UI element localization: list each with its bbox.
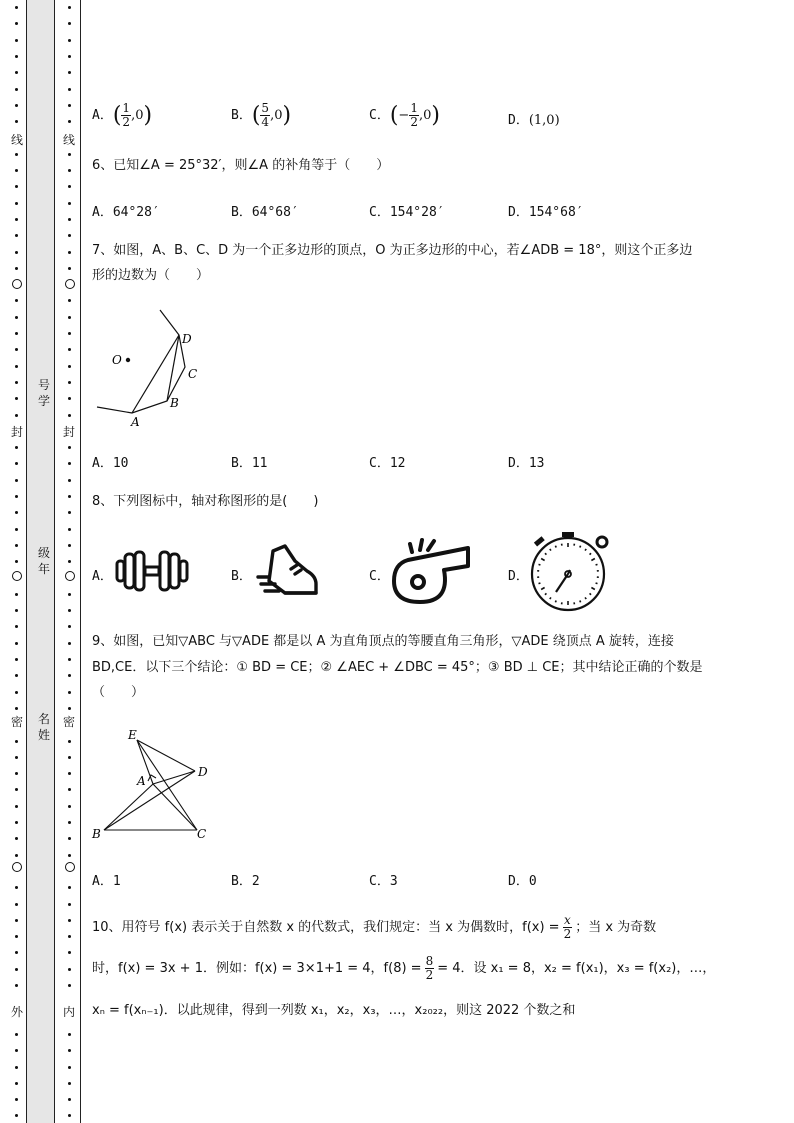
binding-dot [15, 218, 18, 221]
q6-stem: 6、已知∠A = 25°32′，则∠A 的补角等于（ ） [92, 158, 390, 173]
q7-option-a: A．10 [92, 456, 129, 471]
q5-option-b: B．( $\frac{5}{4}$ ,0) [231, 101, 292, 129]
binding-dot [68, 674, 71, 677]
binding-dot [15, 414, 18, 417]
binding-hole-ring [12, 279, 22, 289]
binding-dot [68, 495, 71, 498]
q9-option-c: C．3 [369, 874, 398, 889]
binding-dot [68, 55, 71, 58]
q7-label-c: C [188, 367, 198, 381]
binding-dot [68, 234, 71, 237]
q8-option-d-label: D． [508, 569, 529, 584]
outer-mark-wai: 外 [10, 1005, 23, 1019]
binding-dot [68, 316, 71, 319]
binding-dot [68, 968, 71, 971]
binding-dot [15, 71, 18, 74]
binding-dot [68, 6, 71, 9]
whistle-icon [390, 536, 472, 608]
binding-dot [15, 756, 18, 759]
binding-dot [68, 821, 71, 824]
stopwatch-tick [541, 559, 544, 561]
binding-dot [15, 919, 18, 922]
binding-dot [15, 332, 18, 335]
binding-dot [68, 169, 71, 172]
q6-option-a: A．64°28′ [92, 205, 160, 220]
stopwatch-tick [539, 564, 541, 565]
binding-dot [68, 414, 71, 417]
binding-dot [15, 381, 18, 384]
q6-option-c: C．154°28′ [369, 205, 445, 220]
binding-dot [15, 6, 18, 9]
binding-dot [15, 1049, 18, 1052]
stopwatch-tick [580, 546, 581, 548]
stopwatch-tick [590, 593, 591, 594]
binding-dot [68, 397, 71, 400]
q7-option-d: D．13 [508, 456, 545, 471]
binding-dot [15, 1033, 18, 1036]
binding-dot [68, 903, 71, 906]
binding-dot [68, 153, 71, 156]
binding-dot [15, 707, 18, 710]
q9-stem-line3: （ ） [92, 685, 145, 700]
binding-dot [15, 511, 18, 514]
stopwatch-tick [545, 593, 546, 594]
binding-dot [68, 1033, 71, 1036]
binding-hole-ring [12, 571, 22, 581]
binding-dot [68, 1066, 71, 1069]
binding-dot [68, 22, 71, 25]
binding-dot [15, 674, 18, 677]
binding-dot [15, 1066, 18, 1069]
binding-dot [15, 185, 18, 188]
binding-dot [15, 886, 18, 889]
q6-option-d: D．154°68′ [508, 205, 584, 220]
binding-dot [15, 1114, 18, 1117]
binding-dot [15, 609, 18, 612]
binding-dot [15, 39, 18, 42]
stopwatch-tick [596, 564, 598, 565]
binding-dot [15, 365, 18, 368]
binding-dot [15, 935, 18, 938]
q9-stem-line1: 9、如图，已知▽ABC 与▽ADE 都是以 A 为直角顶点的等腰直角三角形，▽ADE 绕顶点 A 旋转，连接 [92, 634, 674, 649]
binding-dot [68, 299, 71, 302]
binding-dot [68, 593, 71, 596]
binding-dot [68, 528, 71, 531]
binding-dot [15, 903, 18, 906]
binding-dot [15, 120, 18, 123]
binding-hole-ring [65, 279, 75, 289]
binding-dot [15, 837, 18, 840]
inner-mark-nei: 内 [62, 1005, 75, 1019]
binding-dot [15, 642, 18, 645]
binding-dot [15, 968, 18, 971]
binding-dot [15, 740, 18, 743]
binding-dot [68, 984, 71, 987]
stopwatch-tick [545, 553, 546, 554]
binding-dot [15, 446, 18, 449]
q9-triangle-figure [90, 726, 220, 848]
outer-mark-xian: 线 [10, 133, 23, 147]
binding-dot [68, 1082, 71, 1085]
stopwatch-tick [550, 597, 551, 599]
dumbbell-icon [114, 548, 190, 594]
binding-dot [15, 316, 18, 319]
binding-dot [68, 348, 71, 351]
stopwatch-icon [528, 530, 612, 614]
q9-label-b: B [92, 827, 101, 841]
binding-dot [68, 886, 71, 889]
q7-option-b: B．11 [231, 456, 268, 471]
stopwatch-tick [590, 553, 591, 554]
q9-option-b: B．2 [231, 874, 260, 889]
binding-dot [68, 951, 71, 954]
binding-dot [68, 332, 71, 335]
binding-dot [68, 267, 71, 270]
binding-dot [68, 691, 71, 694]
stopwatch-tick [591, 559, 594, 561]
stopwatch-tick [555, 546, 556, 548]
binding-dot [15, 593, 18, 596]
q7-stem-line2: 形的边数为（ ） [92, 268, 210, 283]
field-grade: 级年 [37, 546, 50, 576]
outer-mark-mi: 密 [10, 715, 23, 729]
binding-dot [15, 544, 18, 547]
binding-dot [68, 756, 71, 759]
binding-dot [68, 1114, 71, 1117]
q9-label-a: A [137, 774, 146, 788]
binding-dot [68, 625, 71, 628]
q10-line2: 时，f(x) = 3x + 1．例如：f(x) = 3×1+1 = 4，f(8) = $\frac{8}{2}$ = 4．设 x₁ = 8，x₂ = f(x₁)，x₃ = f(x₂)，…， [92, 954, 716, 982]
q7-label-a: A [131, 415, 140, 429]
binding-dot [68, 1098, 71, 1101]
binding-dot [15, 55, 18, 58]
binding-dot [15, 658, 18, 661]
q9-label-e: E [128, 728, 137, 742]
binding-dot [68, 837, 71, 840]
stopwatch-tick [539, 583, 541, 584]
q8-option-c-label: C． [369, 569, 390, 584]
binding-dot [68, 935, 71, 938]
binding-dot [68, 381, 71, 384]
binding-dot [68, 104, 71, 107]
binding-dot [68, 740, 71, 743]
inner-mark-mi: 密 [62, 715, 75, 729]
binding-dot [15, 821, 18, 824]
q7-center-point [126, 358, 130, 362]
binding-dot [15, 251, 18, 254]
binding-hole-ring [65, 862, 75, 872]
binding-dot [68, 479, 71, 482]
stopwatch-tick [580, 600, 581, 602]
binding-dot [68, 365, 71, 368]
stopwatch-tick [596, 583, 598, 584]
q5-option-d: D．(1,0) [508, 113, 560, 128]
binding-dot [68, 251, 71, 254]
binding-dot [15, 788, 18, 791]
binding-dot [15, 462, 18, 465]
binding-dot [68, 202, 71, 205]
q5-option-a: A．( $\frac{1}{2}$ ,0) [92, 101, 153, 129]
binding-dot [15, 1082, 18, 1085]
binding-dot [68, 854, 71, 857]
outer-mark-feng: 封 [10, 425, 23, 439]
binding-dot [68, 642, 71, 645]
q8-stem: 8、下列图标中，轴对称图形的是( ) [92, 494, 319, 509]
q8-option-a-label: A． [92, 569, 113, 584]
q9-label-d: D [198, 765, 208, 779]
stopwatch-tick [585, 597, 586, 599]
binding-dot [15, 984, 18, 987]
stopwatch-tick [550, 549, 551, 551]
q9-label-c: C [197, 827, 207, 841]
binding-dot [15, 169, 18, 172]
binding-dot [68, 1049, 71, 1052]
binding-dot [15, 348, 18, 351]
q9-option-a: A．1 [92, 874, 121, 889]
binding-dot [68, 120, 71, 123]
binding-dot [68, 707, 71, 710]
stopwatch-tick [591, 588, 594, 590]
q5-option-c: C．(− $\frac{1}{2}$ ,0) [369, 101, 440, 129]
binding-dot [15, 88, 18, 91]
binding-dot [15, 951, 18, 954]
binding-dot [15, 104, 18, 107]
q10-line3: xₙ = f(xₙ₋₁)．以此规律，得到一列数 x₁，x₂，x₃，…，x₂₀₂₂，则这 2022 个数之和 [92, 1003, 576, 1018]
binding-dot [15, 560, 18, 563]
binding-dot [68, 88, 71, 91]
field-name: 名姓 [37, 712, 50, 742]
binding-dot [15, 1098, 18, 1101]
binding-dot [68, 805, 71, 808]
binding-dot [68, 919, 71, 922]
binding-hole-ring [12, 862, 22, 872]
binding-dot [68, 609, 71, 612]
stopwatch-tick [541, 588, 544, 590]
inner-dot-column [65, 0, 75, 1123]
binding-dot [68, 446, 71, 449]
binding-hole-ring [65, 571, 75, 581]
binding-dot [15, 202, 18, 205]
q7-option-c: C．12 [369, 456, 406, 471]
binding-dot [68, 218, 71, 221]
binding-dot [15, 397, 18, 400]
binding-dot [15, 625, 18, 628]
q9-option-d: D．0 [508, 874, 537, 889]
binding-dot [15, 22, 18, 25]
field-student-number: 号学 [37, 378, 50, 408]
binding-dot [15, 528, 18, 531]
binding-dot [15, 772, 18, 775]
binding-dot [68, 560, 71, 563]
binding-dot [15, 153, 18, 156]
stopwatch-tick [555, 600, 556, 602]
binding-dot [15, 854, 18, 857]
binding-dot [15, 691, 18, 694]
running-shoe-icon [255, 543, 321, 601]
binding-dot [68, 772, 71, 775]
binding-dot [15, 479, 18, 482]
q7-label-d: D [182, 332, 192, 346]
inner-mark-xian: 线 [62, 133, 75, 147]
binding-dot [68, 544, 71, 547]
outer-dot-column [12, 0, 22, 1123]
binding-dot [15, 299, 18, 302]
q7-label-b: B [170, 396, 179, 410]
q8-option-b-label: B． [231, 569, 252, 584]
binding-dot [68, 462, 71, 465]
binding-dot [15, 805, 18, 808]
binding-line [80, 0, 81, 1123]
q7-stem-line1: 7、如图，A、B、C、D 为一个正多边形的顶点，O 为正多边形的中心，若∠ADB = 18°，则这个正多边 [92, 243, 693, 258]
binding-dot [15, 267, 18, 270]
binding-dot [68, 658, 71, 661]
binding-dot [15, 495, 18, 498]
binding-dot [15, 234, 18, 237]
q7-label-o: O [112, 353, 122, 367]
binding-dot [68, 788, 71, 791]
binding-dot [68, 39, 71, 42]
binding-dot [68, 511, 71, 514]
q6-option-b: B．64°68′ [231, 205, 299, 220]
binding-dot [68, 185, 71, 188]
stopwatch-tick [585, 549, 586, 551]
binding-dot [68, 71, 71, 74]
q7-polygon-figure [92, 305, 212, 430]
q9-stem-line2: BD,CE．以下三个结论：① BD = CE；② ∠AEC + ∠DBC = 45°；③ BD ⊥ CE；其中结论正确的个数是 [92, 660, 703, 675]
inner-mark-feng: 封 [62, 425, 75, 439]
q10-line1: 10、用符号 f(x) 表示关于自然数 x 的代数式，我们规定：当 x 为偶数时，f(x) = $\frac{x}{2}$ ；当 x 为奇数 [92, 913, 657, 941]
